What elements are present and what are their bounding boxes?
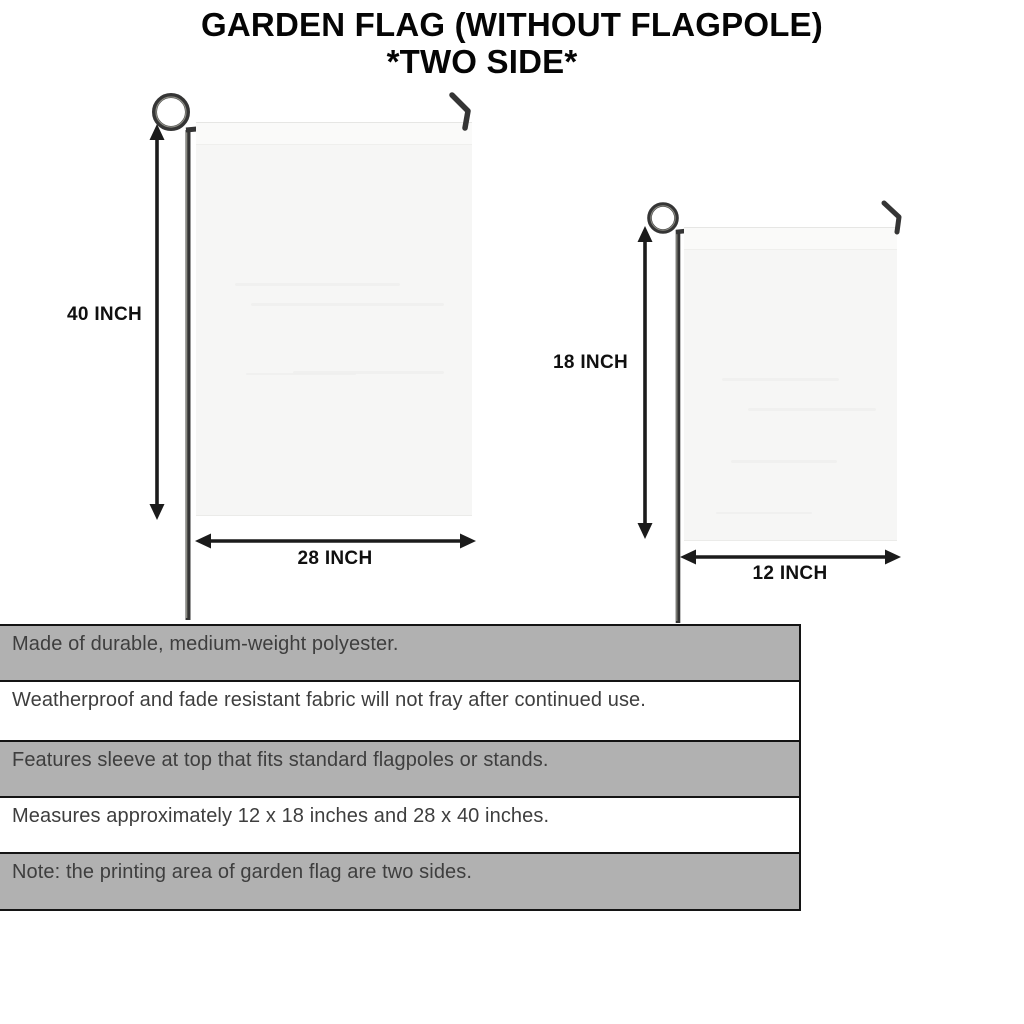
small-height-arrow: [633, 226, 657, 539]
fabric-wrinkle: [748, 408, 876, 411]
large-flag-fabric: [196, 122, 472, 516]
feature-row: Features sleeve at top that fits standard flagpoles or stands.: [0, 740, 799, 796]
small-width-label: 12 INCH: [752, 563, 828, 584]
large-width-label: 28 INCH: [297, 548, 373, 569]
small-flag-fabric: [684, 227, 897, 541]
small-flag-sleeve: [684, 228, 897, 250]
large-flag-sleeve: [196, 123, 472, 145]
feature-row: Made of durable, medium-weight polyester.: [0, 626, 799, 680]
large-height-label: 40 INCH: [67, 304, 142, 325]
fabric-wrinkle: [235, 283, 401, 286]
fabric-wrinkle: [731, 460, 838, 463]
fabric-wrinkle: [722, 378, 839, 381]
small-flag-hook-icon: [878, 198, 908, 238]
fabric-wrinkle: [716, 512, 812, 514]
large-height-arrow: [145, 124, 169, 520]
small-height-label: 18 INCH: [553, 352, 628, 373]
feature-table: [0, 624, 801, 911]
feature-row: Weatherproof and fade resistant fabric will not fray after continued use.: [0, 680, 799, 740]
feature-row: Measures approximately 12 x 18 inches and 28 x 40 inches.: [0, 796, 799, 852]
feature-row: Note: the printing area of garden flag are two sides.: [0, 852, 799, 909]
title-line-2: *TWO SIDE*: [386, 43, 578, 81]
large-flag-hook-icon: [445, 90, 477, 132]
fabric-wrinkle: [251, 303, 444, 306]
page-title: [0, 6, 1024, 81]
fabric-wrinkle: [246, 373, 356, 375]
title-line-1: GARDEN FLAG (WITHOUT FLAGPOLE): [201, 6, 823, 43]
